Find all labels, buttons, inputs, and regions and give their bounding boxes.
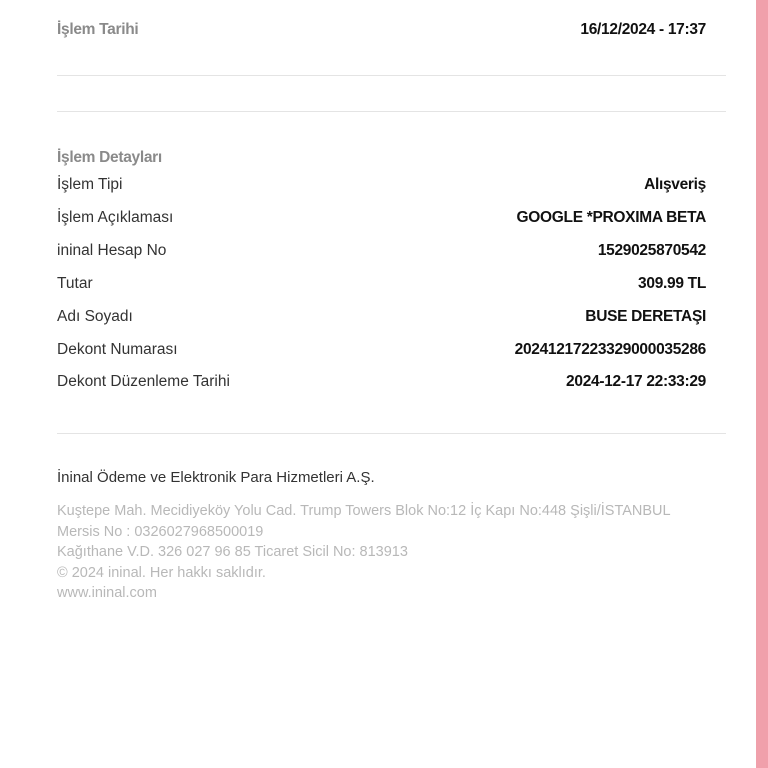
detail-value: GOOGLE *PROXIMA BETA bbox=[516, 209, 706, 226]
detail-value: 1529025870542 bbox=[597, 242, 706, 259]
detail-value: 2024-12-17 22:33:29 bbox=[566, 373, 706, 390]
detail-value: 20241217223329000035286 bbox=[514, 341, 706, 358]
detail-label: Dekont Düzenleme Tarihi bbox=[57, 373, 230, 390]
detail-row-receipt-date bbox=[57, 373, 706, 391]
mersis-number: Mersis No : 0326027968500019 bbox=[57, 523, 264, 540]
detail-row-type bbox=[57, 176, 706, 194]
company-name: İninal Ödeme ve Elektronik Para Hizmetleri A.Ş. bbox=[57, 469, 375, 486]
transaction-date-value: 16/12/2024 - 17:37 bbox=[580, 21, 706, 38]
detail-row-description bbox=[57, 209, 706, 227]
detail-label: İşlem Açıklaması bbox=[57, 209, 174, 226]
website-link[interactable]: www.ininal.com bbox=[57, 585, 157, 601]
transaction-date-row bbox=[57, 21, 706, 39]
divider bbox=[57, 111, 726, 112]
detail-label: İşlem Tipi bbox=[57, 176, 123, 193]
details-heading: İşlem Detayları bbox=[57, 149, 162, 166]
detail-label: Tutar bbox=[57, 275, 93, 292]
tax-registry: Kağıthane V.D. 326 027 96 85 Ticaret Sicil No: 813913 bbox=[57, 544, 408, 560]
detail-row-account-no bbox=[57, 242, 706, 260]
detail-value: BUSE DERETAŞI bbox=[585, 308, 706, 325]
copyright: © 2024 ininal. Her hakkı saklıdır. bbox=[57, 564, 266, 581]
transaction-date-label: İşlem Tarihi bbox=[57, 21, 139, 38]
detail-value: 309.99 TL bbox=[638, 275, 706, 292]
footer-info bbox=[57, 501, 726, 604]
detail-row-amount bbox=[57, 275, 706, 293]
side-accent-bar bbox=[756, 0, 768, 768]
detail-value: Alışveriş bbox=[644, 176, 706, 193]
detail-row-receipt-no bbox=[57, 341, 706, 359]
company-address: Kuştepe Mah. Mecidiyeköy Yolu Cad. Trump Towers Blok No:12 İç Kapı No:448 Şişli/İSTANBUL bbox=[57, 503, 671, 519]
detail-row-name bbox=[57, 308, 706, 326]
detail-label: Dekont Numarası bbox=[57, 341, 178, 358]
divider bbox=[57, 75, 726, 76]
detail-label: Adı Soyadı bbox=[57, 308, 133, 325]
detail-label: ininal Hesap No bbox=[57, 242, 167, 259]
divider bbox=[57, 433, 726, 434]
